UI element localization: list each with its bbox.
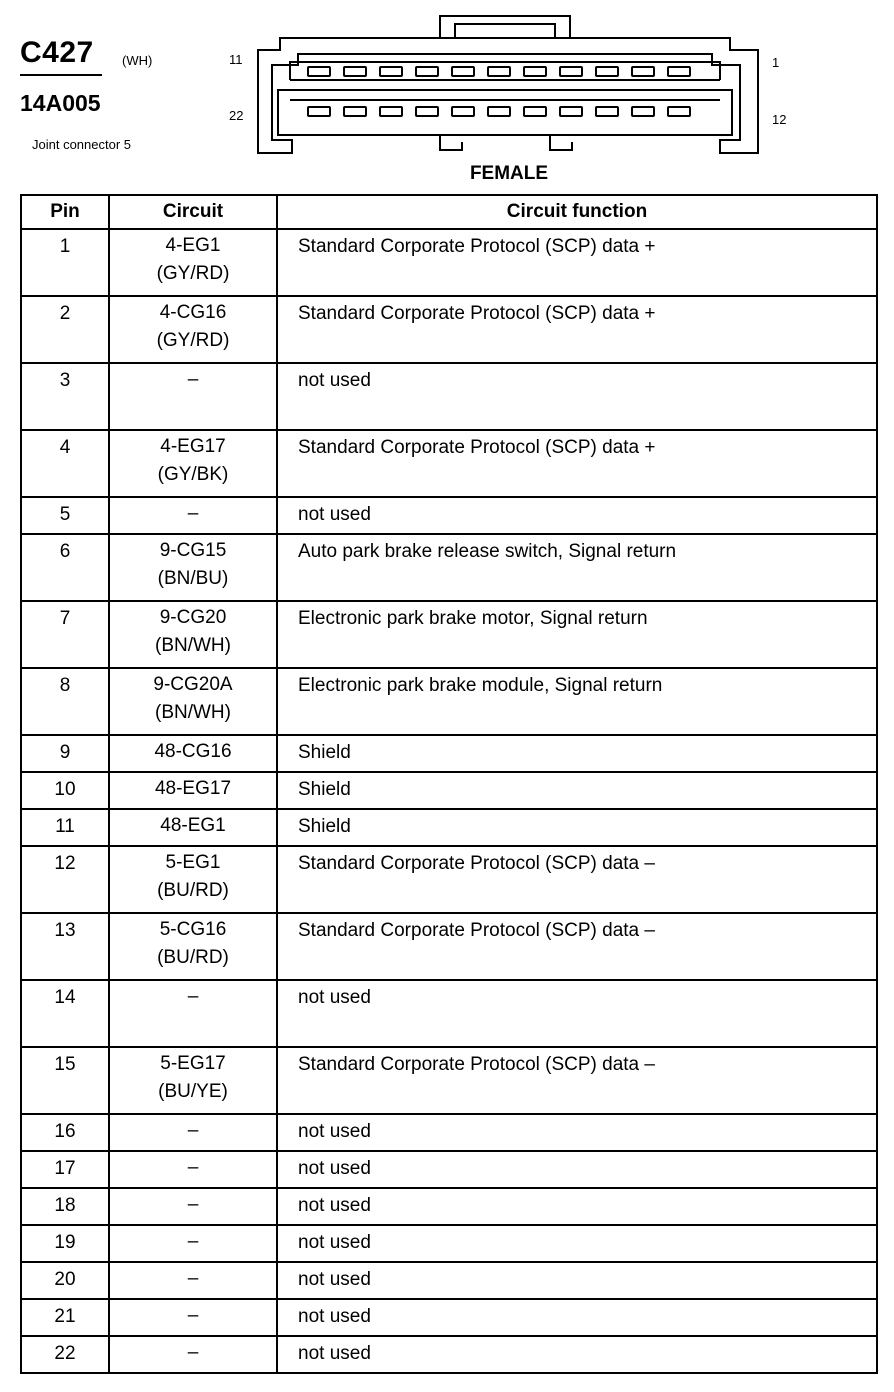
pin-number: 19: [21, 1225, 109, 1262]
connector-id-underline: [20, 74, 102, 76]
circuit-function: Electronic park brake module, Signal return: [277, 668, 877, 735]
circuit-code: 48-EG1: [160, 815, 226, 836]
circuit-code: 5-CG16: [159, 919, 227, 940]
header-pin: Pin: [21, 195, 109, 229]
table-row: [21, 846, 877, 913]
circuit-function: Standard Corporate Protocol (SCP) data +: [277, 296, 877, 363]
table-row: [21, 1151, 877, 1188]
circuit-function: not used: [277, 1114, 877, 1151]
circuit-cell: [109, 1047, 277, 1114]
table-row: [21, 735, 877, 772]
table-row: [21, 1336, 877, 1373]
circuit-cell: [109, 1336, 277, 1373]
circuit-function: Standard Corporate Protocol (SCP) data –: [277, 1047, 877, 1114]
circuit-code: 9-CG15: [159, 540, 227, 561]
circuit-function: not used: [277, 1299, 877, 1336]
connector-face-diagram: [250, 10, 770, 160]
pin-number: 3: [21, 363, 109, 430]
circuit-code: –: [187, 369, 199, 390]
circuit-code: 4-CG16: [159, 302, 227, 323]
circuit-cell: [109, 913, 277, 980]
circuit-code: 5-EG1: [165, 852, 221, 873]
circuit-code: 9-CG20: [159, 607, 227, 628]
circuit-code: –: [187, 986, 199, 1007]
circuit-function: Standard Corporate Protocol (SCP) data –: [277, 846, 877, 913]
circuit-function: not used: [277, 1188, 877, 1225]
table-row: [21, 363, 877, 430]
header-circuit-function: Circuit function: [277, 195, 877, 229]
circuit-function: not used: [277, 1225, 877, 1262]
table-row: [21, 913, 877, 980]
table-row: [21, 1225, 877, 1262]
pin-number: 8: [21, 668, 109, 735]
table-row: [21, 296, 877, 363]
connector-color: (WH): [122, 53, 153, 68]
wire-color: (BN/BU): [157, 568, 229, 589]
pin-number: 11: [21, 809, 109, 846]
circuit-cell: [109, 534, 277, 601]
part-number: 14A005: [20, 90, 101, 116]
pin-number: 9: [21, 735, 109, 772]
circuit-cell: [109, 601, 277, 668]
circuit-code: –: [187, 1194, 199, 1215]
connector-gender-label: FEMALE: [469, 163, 549, 184]
table-row: [21, 1047, 877, 1114]
circuit-cell: [109, 1225, 277, 1262]
pin-number: 10: [21, 772, 109, 809]
circuit-code: 48-CG16: [154, 741, 232, 762]
circuit-cell: [109, 1151, 277, 1188]
wire-color: (BU/RD): [157, 880, 229, 901]
table-row: [21, 1114, 877, 1151]
pin-number: 6: [21, 534, 109, 601]
pin-number: 7: [21, 601, 109, 668]
table-row: [21, 1299, 877, 1336]
circuit-code: –: [187, 1157, 199, 1178]
pin-number: 15: [21, 1047, 109, 1114]
pin-number: 16: [21, 1114, 109, 1151]
table-row: [21, 1262, 877, 1299]
circuit-cell: [109, 1114, 277, 1151]
circuit-code: 9-CG20A: [153, 674, 233, 695]
circuit-function: not used: [277, 1336, 877, 1373]
pin-number: 12: [21, 846, 109, 913]
table-row: [21, 1188, 877, 1225]
circuit-code: 4-EG1: [165, 235, 221, 256]
circuit-function: Standard Corporate Protocol (SCP) data –: [277, 913, 877, 980]
pin-label-bottom-left: 22: [229, 108, 244, 123]
circuit-function: Standard Corporate Protocol (SCP) data +: [277, 430, 877, 497]
wire-color: (GY/RD): [156, 263, 230, 284]
circuit-code: 48-EG17: [154, 778, 232, 799]
circuit-function: Auto park brake release switch, Signal return: [277, 534, 877, 601]
pin-number: 13: [21, 913, 109, 980]
circuit-cell: [109, 1262, 277, 1299]
table-row: [21, 430, 877, 497]
circuit-function: not used: [277, 497, 877, 534]
circuit-cell: [109, 809, 277, 846]
table-row: [21, 809, 877, 846]
wire-color: (BN/WH): [155, 702, 231, 723]
circuit-cell: [109, 1299, 277, 1336]
circuit-function: Shield: [277, 809, 877, 846]
table-row: [21, 980, 877, 1047]
circuit-code: –: [187, 1268, 199, 1289]
circuit-function: Standard Corporate Protocol (SCP) data +: [277, 229, 877, 296]
pin-number: 2: [21, 296, 109, 363]
pin-number: 1: [21, 229, 109, 296]
wire-color: (BU/YE): [158, 1081, 228, 1102]
circuit-function: Electronic park brake motor, Signal return: [277, 601, 877, 668]
circuit-code: –: [187, 1342, 199, 1363]
circuit-cell: [109, 1188, 277, 1225]
pin-number: 14: [21, 980, 109, 1047]
circuit-function: not used: [277, 980, 877, 1047]
table-row: [21, 772, 877, 809]
pin-number: 4: [21, 430, 109, 497]
pinout-table: [20, 194, 878, 1374]
circuit-cell: [109, 363, 277, 430]
pinout-table-body: [21, 229, 877, 1373]
circuit-function: not used: [277, 1262, 877, 1299]
table-row: [21, 668, 877, 735]
circuit-code: –: [187, 1305, 199, 1326]
pin-number: 21: [21, 1299, 109, 1336]
circuit-function: not used: [277, 1151, 877, 1188]
pin-label-top-right: 1: [772, 55, 780, 70]
circuit-cell: [109, 430, 277, 497]
table-row: [21, 534, 877, 601]
connector-description: Joint connector 5: [32, 137, 132, 152]
circuit-cell: [109, 296, 277, 363]
pin-number: 18: [21, 1188, 109, 1225]
circuit-cell: [109, 772, 277, 809]
circuit-cell: [109, 846, 277, 913]
circuit-cell: [109, 735, 277, 772]
circuit-code: –: [187, 503, 199, 524]
pin-number: 17: [21, 1151, 109, 1188]
pin-label-bottom-right: 12: [772, 112, 787, 127]
circuit-cell: [109, 980, 277, 1047]
wire-color: (GY/BK): [157, 464, 229, 485]
header-circuit: Circuit: [109, 195, 277, 229]
pin-number: 22: [21, 1336, 109, 1373]
circuit-cell: [109, 229, 277, 296]
circuit-code: –: [187, 1231, 199, 1252]
wire-color: (BU/RD): [157, 947, 229, 968]
wire-color: (GY/RD): [156, 330, 230, 351]
pin-label-top-left: 11: [229, 52, 243, 67]
table-row: [21, 229, 877, 296]
wire-color: (BN/WH): [155, 635, 231, 656]
circuit-cell: [109, 497, 277, 534]
pin-number: 5: [21, 497, 109, 534]
circuit-code: –: [187, 1120, 199, 1141]
connector-id: C427: [20, 36, 94, 69]
pin-number: 20: [21, 1262, 109, 1299]
circuit-function: not used: [277, 363, 877, 430]
circuit-code: 5-EG17: [160, 1053, 226, 1074]
table-row: [21, 601, 877, 668]
table-row: [21, 497, 877, 534]
table-header-row: [21, 195, 877, 229]
circuit-function: Shield: [277, 735, 877, 772]
circuit-function: Shield: [277, 772, 877, 809]
circuit-cell: [109, 668, 277, 735]
circuit-code: 4-EG17: [160, 436, 226, 457]
